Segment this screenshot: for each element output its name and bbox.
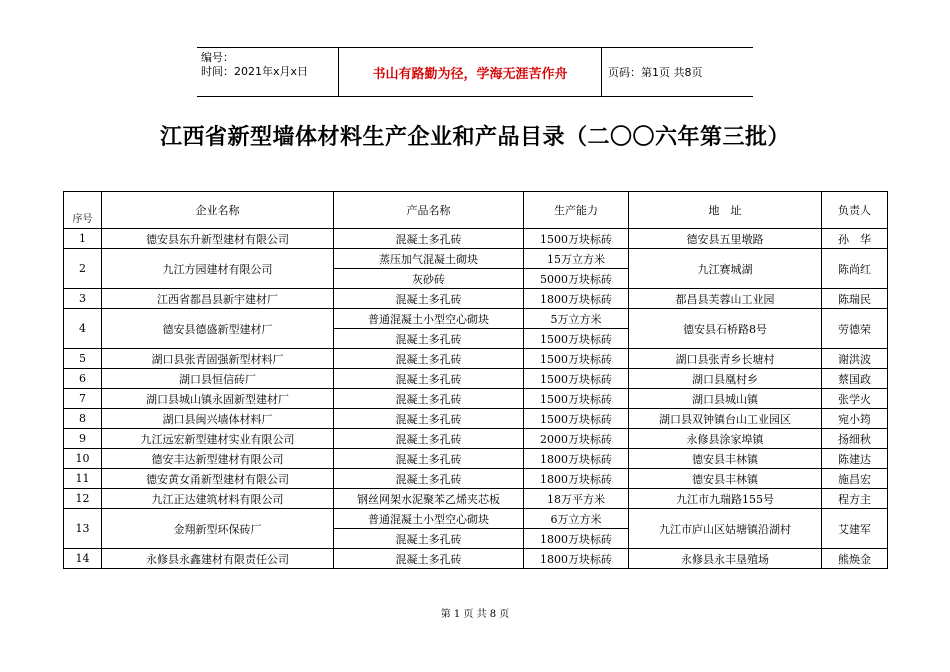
row-number: 14 [64,549,102,569]
number-label: 编号： [201,51,234,64]
company-name: 九江正达建筑材料有限公司 [102,489,334,509]
product-name: 混凝土多孔砖 [334,449,524,469]
address: 德安县五里墩路 [629,229,822,249]
table-row [64,429,888,449]
address: 永修县永丰垦殖场 [629,549,822,569]
document-header [197,47,753,97]
capacity: 1500万块标砖 [524,389,629,409]
capacity: 1500万块标砖 [524,369,629,389]
address: 九江赛城湖 [629,249,822,289]
motto: 书山有路勤为径，学海无涯苦作舟 [339,48,602,96]
row-number: 6 [64,369,102,389]
address: 湖口县张青乡长塘村 [629,349,822,369]
capacity: 1800万块标砖 [524,449,629,469]
page-label: 页码：第1页 共8页 [608,66,703,79]
row-number: 7 [64,389,102,409]
product-name: 钢丝网架水泥聚苯乙烯夹芯板 [334,489,524,509]
capacity: 5000万块标砖 [524,269,629,289]
table-header-row [64,192,888,229]
address: 永修县涂家埠镇 [629,429,822,449]
row-number: 2 [64,249,102,289]
product-name: 混凝土多孔砖 [334,469,524,489]
table-row [64,349,888,369]
capacity: 15万立方米 [524,249,629,269]
table-row [64,309,888,329]
table-row [64,409,888,429]
product-name: 混凝土多孔砖 [334,229,524,249]
row-number: 11 [64,469,102,489]
capacity: 1800万块标砖 [524,529,629,549]
product-name: 蒸压加气混凝土砌块 [334,249,524,269]
table-row [64,389,888,409]
table-body [64,229,888,569]
capacity: 1800万块标砖 [524,289,629,309]
manager: 劳德荣 [822,309,888,349]
product-name: 混凝土多孔砖 [334,529,524,549]
manager: 施昌宏 [822,469,888,489]
manager: 谢洪波 [822,349,888,369]
company-name: 江西省都昌县新宇建材厂 [102,289,334,309]
capacity: 1800万块标砖 [524,469,629,489]
table-row [64,229,888,249]
table-row [64,449,888,469]
product-name: 混凝土多孔砖 [334,429,524,449]
manager: 扬细秋 [822,429,888,449]
time-label: 时间：2021年x月x日 [201,65,309,78]
company-name: 湖口县闽兴墙体材料厂 [102,409,334,429]
product-name: 混凝土多孔砖 [334,549,524,569]
capacity: 1800万块标砖 [524,549,629,569]
company-name: 湖口县城山镇永固新型建材厂 [102,389,334,409]
row-number: 13 [64,509,102,549]
col-header-capacity: 生产能力 [524,192,629,229]
table-row [64,549,888,569]
table-row [64,289,888,309]
manager: 蔡国政 [822,369,888,389]
row-number: 3 [64,289,102,309]
manager: 陈尚红 [822,249,888,289]
company-name: 九江方园建材有限公司 [102,249,334,289]
manager: 陈建达 [822,449,888,469]
table-row [64,369,888,389]
product-name: 混凝土多孔砖 [334,329,524,349]
table-row [64,469,888,489]
product-name: 灰砂砖 [334,269,524,289]
manager: 艾建军 [822,509,888,549]
row-number: 8 [64,409,102,429]
capacity: 5万立方米 [524,309,629,329]
address: 湖口县双钟镇台山工业园区 [629,409,822,429]
manager: 陈瑞民 [822,289,888,309]
company-name: 德安县德盛新型建材厂 [102,309,334,349]
header-meta [197,48,339,96]
manager: 宛小筠 [822,409,888,429]
manager: 孙 华 [822,229,888,249]
company-name: 九江远宏新型建材实业有限公司 [102,429,334,449]
address: 九江市庐山区姑塘镇沿湖村 [629,509,822,549]
row-number: 5 [64,349,102,369]
page-title: 江西省新型墙体材料生产企业和产品目录（二〇〇六年第三批） [159,125,790,150]
company-name: 金翔新型环保砖厂 [102,509,334,549]
col-header-no: 序号 [64,192,102,229]
company-name: 永修县永鑫建材有限责任公司 [102,549,334,569]
product-name: 普通混凝土小型空心砌块 [334,509,524,529]
product-name: 普通混凝土小型空心砌块 [334,309,524,329]
col-header-manager: 负责人 [822,192,888,229]
col-header-company: 企业名称 [102,192,334,229]
capacity: 1500万块标砖 [524,329,629,349]
row-number: 1 [64,229,102,249]
capacity: 18万平方米 [524,489,629,509]
capacity: 6万立方米 [524,509,629,529]
table-row [64,509,888,529]
capacity: 1500万块标砖 [524,409,629,429]
product-name: 混凝土多孔砖 [334,349,524,369]
address: 九江市九瑞路155号 [629,489,822,509]
capacity: 1500万块标砖 [524,349,629,369]
manager: 熊焕金 [822,549,888,569]
address: 德安县石桥路8号 [629,309,822,349]
company-name: 德安黄女甬新型建材有限公司 [102,469,334,489]
company-name: 湖口县张青固强新型材料厂 [102,349,334,369]
capacity: 1500万块标砖 [524,229,629,249]
address: 湖口县凰村乡 [629,369,822,389]
company-name: 湖口县恒信砖厂 [102,369,334,389]
table-row [64,489,888,509]
company-name: 德安丰达新型建材有限公司 [102,449,334,469]
col-header-address: 地 址 [629,192,822,229]
directory-table [63,191,888,569]
page-footer: 第 1 页 共 8 页 [440,609,510,620]
row-number: 9 [64,429,102,449]
capacity: 2000万块标砖 [524,429,629,449]
manager: 张学火 [822,389,888,409]
product-name: 混凝土多孔砖 [334,409,524,429]
address: 德安县丰林镇 [629,449,822,469]
table-row [64,249,888,269]
row-number: 10 [64,449,102,469]
address: 湖口县城山镇 [629,389,822,409]
address: 都昌县芙蓉山工业园 [629,289,822,309]
row-number: 12 [64,489,102,509]
col-header-product: 产品名称 [334,192,524,229]
address: 德安县丰林镇 [629,469,822,489]
product-name: 混凝土多孔砖 [334,289,524,309]
product-name: 混凝土多孔砖 [334,389,524,409]
product-name: 混凝土多孔砖 [334,369,524,389]
manager: 程方主 [822,489,888,509]
company-name: 德安县东升新型建材有限公司 [102,229,334,249]
row-number: 4 [64,309,102,349]
